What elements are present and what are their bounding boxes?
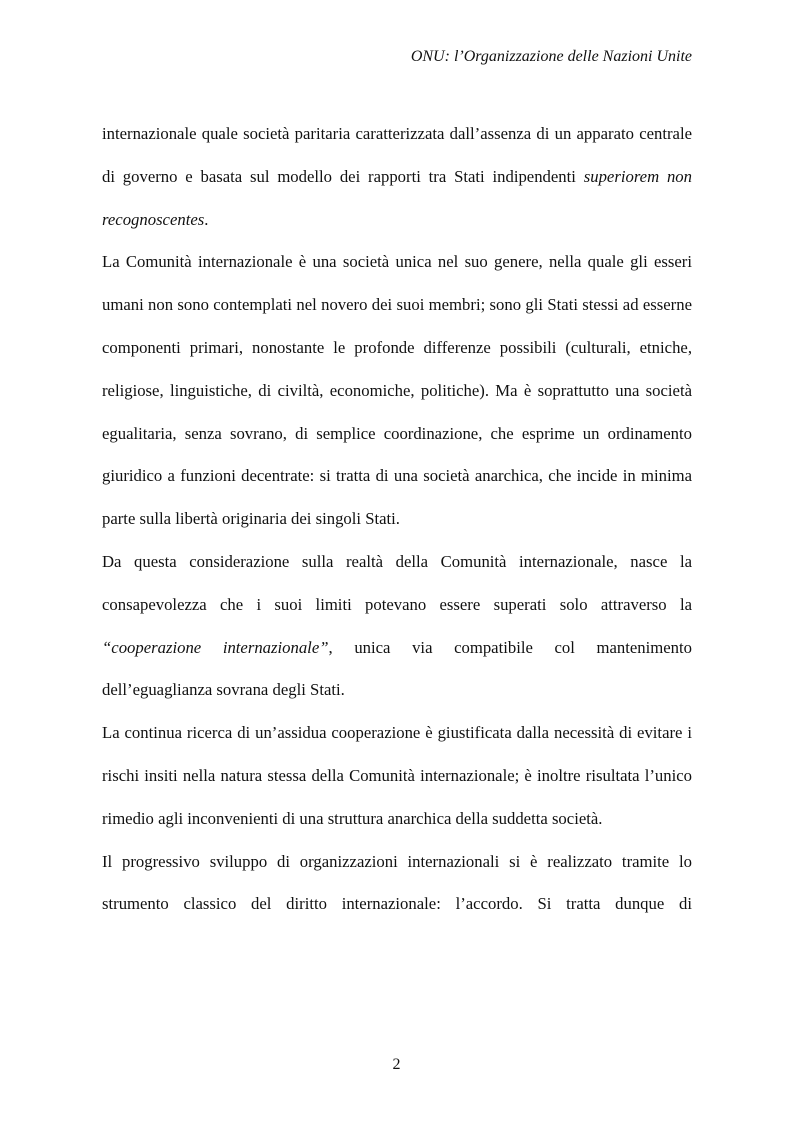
paragraph-3 <box>102 541 692 712</box>
page-number: 2 <box>392 1056 401 1073</box>
body-text <box>102 113 692 926</box>
paragraph-2: La Comunità internazionale è una società unica nel suo genere, nella quale gli esseri umani non sono contemplati nel novero dei suoi membri; sono gli Stati stessi ad esserne componenti primari, nonostante le profonde differenze possibili (culturali, etniche, religiose, linguistiche, di civiltà, economiche, politiche). Ma è soprattutto una società egualitaria, senza sovrano, di semplice coordinazione, che esprime un ordinamento giuridico a funzioni decentrate: si tratta di una società anarchica, che incide in minima parte sulla libertà originaria dei singoli Stati. <box>102 252 692 529</box>
paragraph-1-latin-phrase: superiorem non recognoscentes <box>102 166 692 229</box>
paragraph-3-emphasis: “cooperazione internazionale” <box>102 637 329 657</box>
paragraph-4: La continua ricerca di un’assidua cooperazione è giustificata dalla necessità di evitare i rischi insiti nella natura stessa della Comunità internazionale; è inoltre risultata l’unico rimedio agli inconvenienti di una struttura anarchica della suddetta società. <box>102 723 692 828</box>
running-header-title: ONU: l’Organizzazione delle Nazioni Unite <box>410 48 692 65</box>
paragraph-1 <box>102 113 692 241</box>
paragraph-3-text-end: , unica via compatibile col mantenimento dell’eguaglianza sovrana degli Stati. <box>102 637 692 700</box>
paragraph-5: Il progressivo sviluppo di organizzazioni internazionali si è realizzato tramite lo strumento classico del diritto internazionale: l’accordo. Si tratta dunque di <box>102 851 692 914</box>
paragraph-1-text-end: . <box>204 209 209 229</box>
paragraph-1-text-start: internazionale quale società paritaria caratterizzata dall’assenza di un apparato centrale di governo e basata sul modello dei rapporti tra Stati indipendenti <box>102 124 692 186</box>
paragraph-3-text-start: Da questa considerazione sulla realtà della Comunità internazionale, nasce la consapevolezza che i suoi limiti potevano essere superati solo attraverso la <box>102 551 692 614</box>
